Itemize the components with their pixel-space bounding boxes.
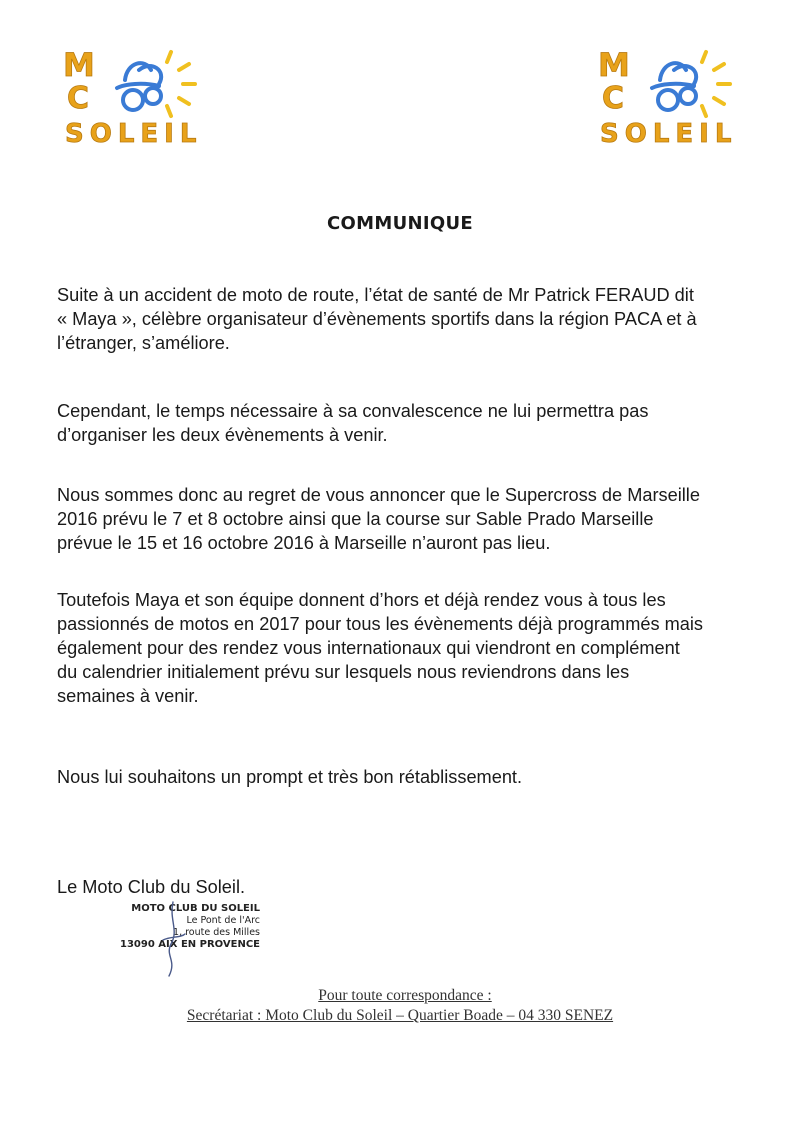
logo-graphic — [55, 40, 215, 160]
signature-line: Le Moto Club du Soleil. — [57, 877, 246, 897]
text-line: passionnés de motos en 2017 pour tous les évènements déjà programmés mais — [57, 614, 704, 634]
paragraph-2017-plans — [57, 588, 747, 708]
text-line: Toutefois Maya et son équipe donnent d’hors et déjà rendez vous à tous les — [57, 590, 666, 610]
sun-rays-icon — [702, 52, 730, 116]
handwritten-signature — [155, 900, 195, 980]
logo-word-soleil: SOLEIL — [65, 119, 203, 149]
text-line: l’étranger, s’améliore. — [57, 333, 230, 353]
logo-letter-c: C — [602, 81, 625, 116]
stamp-line: MOTO CLUB DU SOLEIL — [131, 903, 260, 914]
text-line: Cependant, le temps nécessaire à sa convalescence ne lui permettra pas — [57, 401, 649, 421]
stamp-line: 1, route des Milles — [173, 927, 260, 938]
paragraph-cancellation — [57, 483, 747, 555]
text-line: du calendrier initialement prévu sur lesquels nous reviendrons dans les — [57, 662, 630, 682]
stamp-line: Le Pont de l'Arc — [186, 915, 260, 926]
text-line: « Maya », célèbre organisateur d’évènements sportifs dans la région PACA et à — [57, 309, 697, 329]
club-logo-right — [590, 40, 750, 160]
motorcycle-swirl-icon — [117, 63, 161, 110]
logo-word-soleil: SOLEIL — [600, 119, 738, 149]
paragraph-convalescence — [57, 399, 747, 447]
text-line: Nous lui souhaitons un prompt et très bon rétablissement. — [57, 767, 523, 787]
logo-letter-m: M — [598, 46, 630, 84]
logo-letter-m: M — [63, 46, 95, 84]
text-line: d’organiser les deux évènements à venir. — [57, 425, 388, 445]
text-line: 2016 prévu le 7 et 8 octobre ainsi que la course sur Sable Prado Marseille — [57, 509, 654, 529]
footer-correspondence-label: Pour toute correspondance : — [318, 987, 492, 1004]
footer-address: Secrétariat : Moto Club du Soleil – Quartier Boade – 04 330 SENEZ — [186, 1007, 614, 1024]
text-line: prévue le 15 et 16 octobre 2016 à Marseille n’auront pas lieu. — [57, 533, 551, 553]
paragraph-wishes — [57, 765, 747, 789]
text-line: semaines à venir. — [57, 686, 199, 706]
club-logo-left — [55, 40, 215, 160]
document-title: COMMUNIQUE — [327, 213, 473, 234]
logo-graphic — [590, 40, 750, 160]
text-line: Nous sommes donc au regret de vous annoncer que le Supercross de Marseille — [57, 485, 700, 505]
sun-rays-icon — [167, 52, 195, 116]
text-line: également pour des rendez vous internationaux qui viendront en complément — [57, 638, 680, 658]
stamp-line: 13090 AIX EN PROVENCE — [120, 939, 260, 950]
logo-letter-c: C — [67, 81, 90, 116]
motorcycle-swirl-icon — [652, 63, 696, 110]
text-line: Suite à un accident de moto de route, l’état de santé de Mr Patrick FERAUD dit — [57, 285, 694, 305]
paragraph-accident — [57, 283, 747, 355]
